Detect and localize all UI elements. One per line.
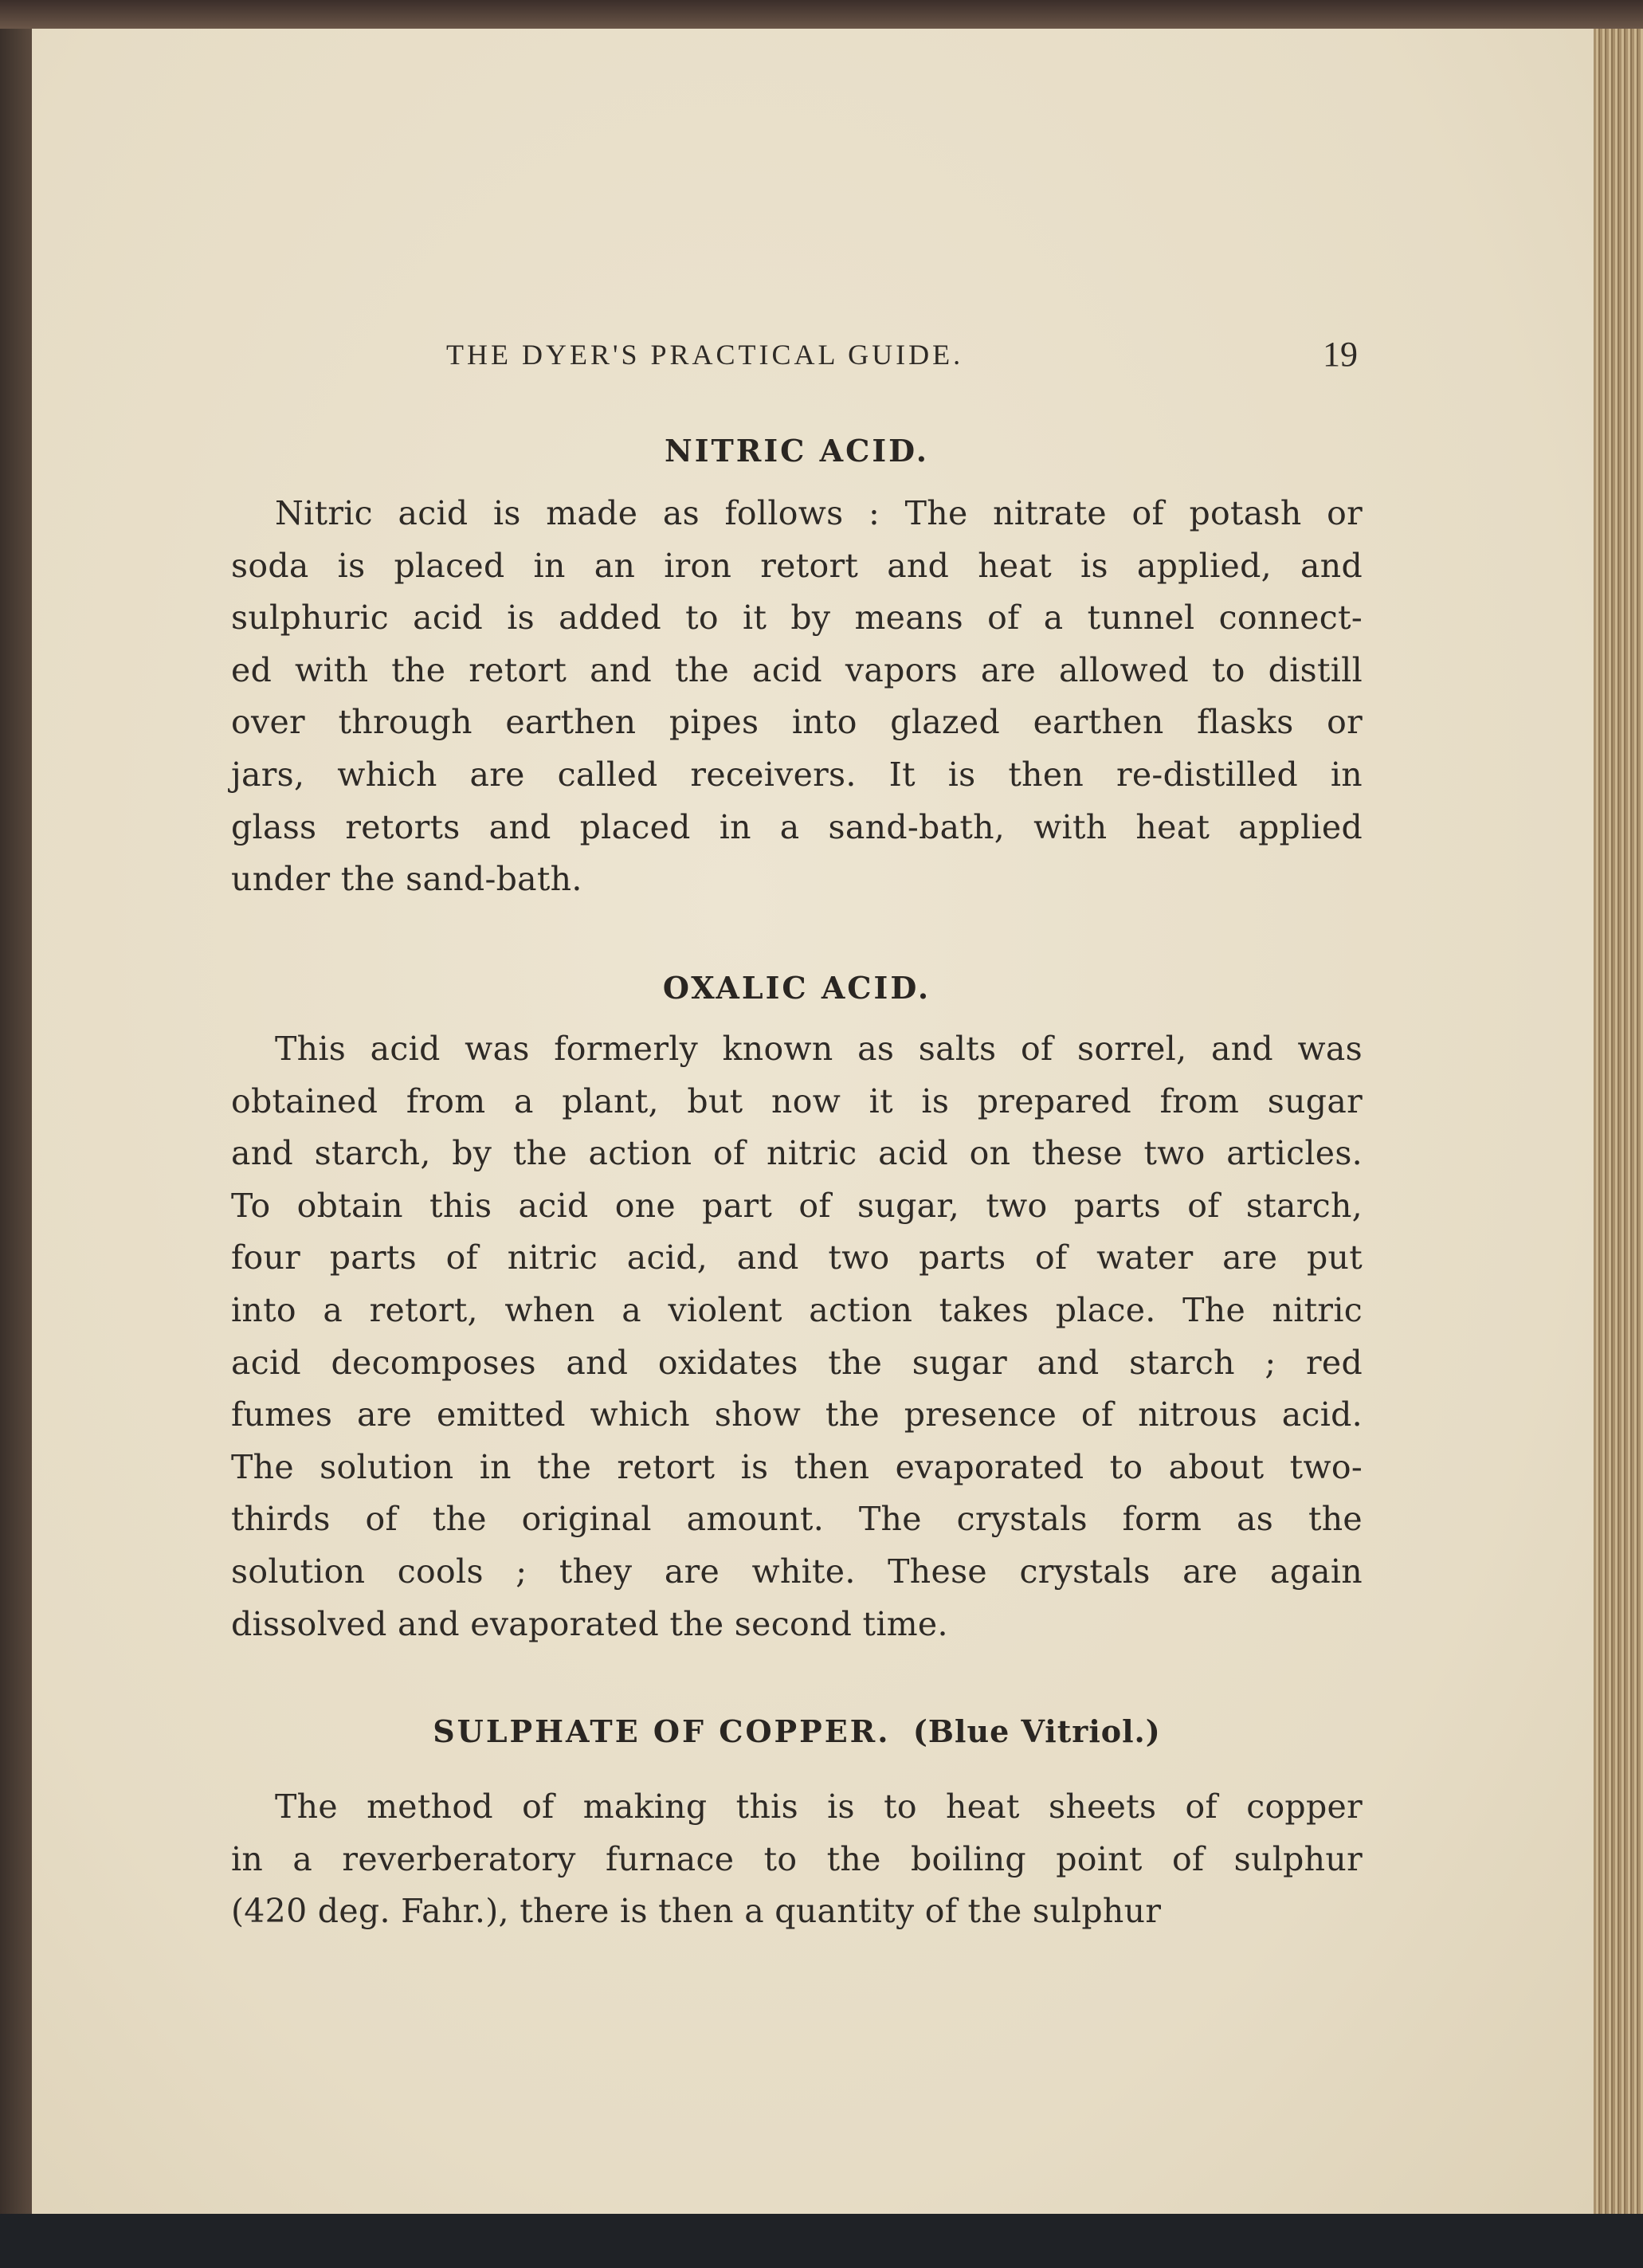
- text-line: and starch, by the action of nitric acid on these two articles.: [231, 1134, 1363, 1173]
- text-line: in a reverberatory furnace to the boiling point of sulphur: [231, 1839, 1363, 1878]
- book-bottom-edge: [0, 2214, 1643, 2268]
- text-line: Nitric acid is made as follows : The nitrate of potash or: [275, 494, 1363, 532]
- book-top-edge: [0, 0, 1643, 29]
- text-line: (420 deg. Fahr.), there is then a quantity of the sulphur: [231, 1892, 1162, 1931]
- section-heading-text: NITRIC ACID.: [665, 433, 929, 469]
- text-line: jars, which are called receivers. It is then re-distilled in: [231, 755, 1363, 794]
- text-line: thirds of the original amount. The crystals form as the: [231, 1500, 1363, 1539]
- page-edges: [1594, 29, 1643, 2214]
- section-heading-text: SULPHATE OF COPPER.: [433, 1713, 891, 1749]
- text-line: The solution in the retort is then evaporated to about two-: [231, 1447, 1363, 1486]
- page-number: 19: [1323, 335, 1358, 374]
- text-line: solution cools ; they are white. These crystals are again: [231, 1552, 1363, 1591]
- section-heading: [231, 962, 1363, 1014]
- text-line: The method of making this is to heat sheets of copper: [275, 1787, 1363, 1826]
- text-line: sulphuric acid is added to it by means of a tunnel connect-: [231, 598, 1363, 638]
- text-line: dissolved and evaporated the second time.: [231, 1604, 948, 1643]
- section-heading: [231, 425, 1363, 477]
- text-line: soda is placed in an iron retort and heat is applied, and: [231, 546, 1363, 585]
- section-subheading: (Blue Vitriol.): [890, 1713, 1161, 1749]
- text-line: four parts of nitric acid, and two parts of water are put: [231, 1238, 1363, 1277]
- text-line: into a retort, when a violent action takes place. The nitric: [231, 1291, 1363, 1329]
- text-line: fumes are emitted which show the presence of nitrous acid.: [231, 1395, 1363, 1434]
- running-head: THE DYER'S PRACTICAL GUIDE.: [446, 339, 964, 371]
- text-line: acid decomposes and oxidates the sugar and starch ; red: [231, 1343, 1363, 1382]
- text-line: under the sand-bath.: [231, 860, 582, 899]
- text-line: obtained from a plant, but now it is prepared from sugar: [231, 1081, 1363, 1120]
- book-spine-edge: [0, 0, 32, 2268]
- text-line: ed with the retort and the acid vapors are allowed to distill: [231, 650, 1363, 689]
- section-heading-text: OXALIC ACID.: [662, 970, 931, 1006]
- text-line: glass retorts and placed in a sand-bath, with heat applied: [231, 807, 1363, 846]
- text-line: This acid was formerly known as salts of sorrel, and was: [275, 1030, 1363, 1068]
- text-line: To obtain this acid one part of sugar, two parts of starch,: [231, 1186, 1363, 1225]
- section-heading: [231, 1705, 1363, 1758]
- text-line: over through earthen pipes into glazed earthen flasks or: [231, 703, 1363, 742]
